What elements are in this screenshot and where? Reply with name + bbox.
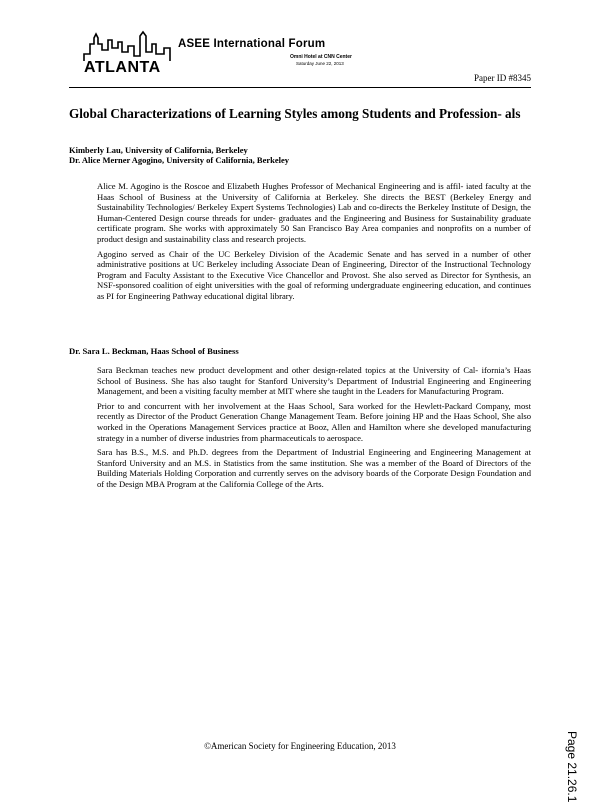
bio-paragraph: Prior to and concurrent with her involvement at the Haas School, Sara worked for the Hewlett-Packard Company, most recently as Director of the Product Generation Change Management Team. Before joining HP and the Haas School, She also worked in the Operations Management Services practice at Booz, Allen and Hamilton where she developed manufacturing strategy in a number of diverse industries from pharmaceuticals to aerospace. bbox=[97, 400, 531, 443]
bio-paragraph: Sara has B.S., M.S. and Ph.D. degrees from the Department of Industrial Engineering and Engineering Management at Stanford University and an M.S. in Statistics from the same institution. She was a member of the Board of Directors of the Building Materials Holding Corporation and currently serves on the advisory boards of the Corporate Design Foundation and of the Design MBA Program at the California College of the Arts. bbox=[97, 447, 531, 489]
beckman-bio bbox=[97, 365, 531, 494]
paper-id: Paper ID #8345 bbox=[474, 73, 531, 83]
atlanta-skyline-icon bbox=[82, 28, 182, 62]
bio-paragraph: Alice M. Agogino is the Roscoe and Elizabeth Hughes Professor of Mechanical Engineering and is affil- iated faculty at the Haas School of Business at the University of California at Berkeley. She directs the BEST (Berkeley Energy and Sustainability Technologies/ Berkeley Expert Systems Technologies) Lab and co-directs the Berkeley Institute of Design, the Human-Centered Design course threads for under- graduates and the Engineering and Business for Sustainability graduate certificate program. She works with approximately 50 San Francisco Bay Area companies and nonprofits on a number of product design and sustainability class and research projects. bbox=[97, 181, 531, 244]
bio-paragraph: Sara Beckman teaches new product development and other design-related topics at the University of Cal- ifornia’s Haas School of Business. She has also taught for Stanford University’s Department of Industrial Engineering and Engineering Management, and been a visiting faculty member at MIT where she taught in the Leaders for Manufacturing Program. bbox=[97, 365, 531, 397]
bio-paragraph: Agogino served as Chair of the UC Berkeley Division of the Academic Senate and has served in a number of other administrative positions at UC Berkeley including Associate Dean of Engineering, Director of the Instructional Technology Program and Faculty Assistant to the Executive Vice Chancellor and Provost. She also served as Director for Synthesis, an NSF-sponsored coalition of eight universities with the goal of reforming undergraduate engineering education, and continues as PI for Engineering Pathway educational digital library. bbox=[97, 248, 531, 301]
author-line: Dr. Alice Merner Agogino, University of California, Berkeley bbox=[69, 155, 290, 165]
header-divider bbox=[69, 87, 531, 88]
forum-venue: Omni Hotel at CNN Center bbox=[290, 54, 352, 60]
paper-title: Global Characterizations of Learning Styles among Students and Profession- als bbox=[69, 106, 521, 121]
page-number: Page 21.26.1 bbox=[565, 731, 579, 802]
forum-title: ASEE International Forum bbox=[178, 38, 326, 50]
forum-date: Saturday June 22, 2013 bbox=[296, 61, 344, 66]
agogino-bio bbox=[97, 181, 531, 306]
author-line: Kimberly Lau, University of California, Berkeley bbox=[69, 145, 248, 155]
skyline-logo bbox=[82, 28, 182, 74]
section-author: Dr. Sara L. Beckman, Haas School of Business bbox=[69, 346, 239, 356]
author-list bbox=[69, 145, 529, 165]
copyright-footer: ©American Society for Engineering Education, 2013 bbox=[204, 741, 396, 751]
logo-city-text: ATLANTA bbox=[84, 59, 161, 76]
